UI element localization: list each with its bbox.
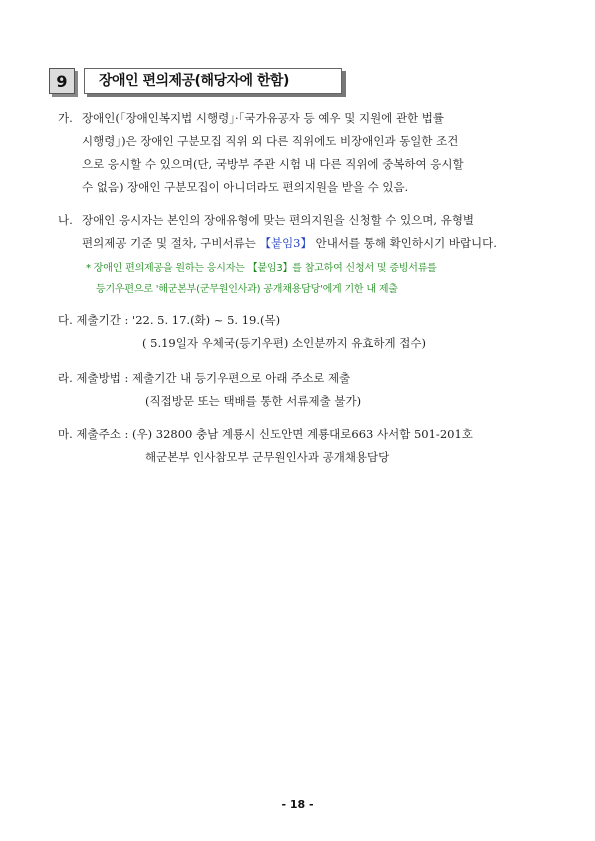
item-ga-line-4: 수 없음) 장애인 구분모집이 아니더라도 편의지원을 받을 수 있음. <box>82 180 409 194</box>
attachment-reference: 【붙임3】 <box>259 236 313 250</box>
item-na-line-2 <box>82 232 562 255</box>
note-line-2: 등기우편으로 '해군본부(군무원인사과) 공개채용담당'에게 기한 내 제출 <box>96 284 398 295</box>
section-heading <box>49 68 346 96</box>
item-ga-line-1: 장애인(「장애인복지법 시행령」·「국가유공자 등 예우 및 지원에 관한 법률 <box>82 111 445 125</box>
item-ga-line-3: 으로 응시할 수 있으며(단, 국방부 주관 시험 내 다른 직위에 중복하여 응시할 <box>82 157 464 171</box>
submission-period: 다. 제출기간 : '22. 5. 17.(화) ~ 5. 19.(목) <box>58 313 281 327</box>
item-na-marker: 나. <box>58 213 73 227</box>
submission-method-note: (직접방문 또는 택배를 통한 서류제출 불가) <box>145 394 362 408</box>
page-number: - 18 - <box>281 798 314 811</box>
submission-period-note: ( 5.19일자 우체국(등기우편) 소인분까지 유효하게 접수) <box>142 336 427 350</box>
section-title-shadow-bottom <box>87 94 346 97</box>
item-ga-body <box>82 107 562 199</box>
item-ga-marker: 가. <box>58 111 73 125</box>
section-number: 9 <box>49 68 75 94</box>
item-na-line-1: 장애인 응시자는 본인의 장애유형에 맞는 편의지원을 신청할 수 있으며, 유형별 <box>82 213 475 227</box>
item-na-line-2-pre: 편의제공 기준 및 절차, 구비서류는 <box>82 236 260 250</box>
item-ga-line-2: 시행령」)은 장애인 구분모집 직위 외 다른 직위에도 비장애인과 동일한 조건 <box>82 134 459 148</box>
submission-address-recipient: 해군본부 인사참모부 군무원인사과 공개채용담당 <box>145 450 390 464</box>
item-na-body <box>82 209 562 255</box>
submission-address: 마. 제출주소 : (우) 32800 충남 계룡시 신도안면 계룡대로663 사서함 501-201호 <box>58 427 473 441</box>
note-line-1: * 장애인 편의제공을 원하는 응시자는 【붙임3】를 참고하여 신청서 및 증빙서류를 <box>86 263 437 274</box>
item-na-line-2-post: 안내서를 통해 확인하시기 바랍니다. <box>312 236 497 250</box>
section-title: 장애인 편의제공(해당자에 한함) <box>84 68 342 94</box>
submission-method: 라. 제출방법 : 제출기간 내 등기우편으로 아래 주소로 제출 <box>58 371 351 385</box>
